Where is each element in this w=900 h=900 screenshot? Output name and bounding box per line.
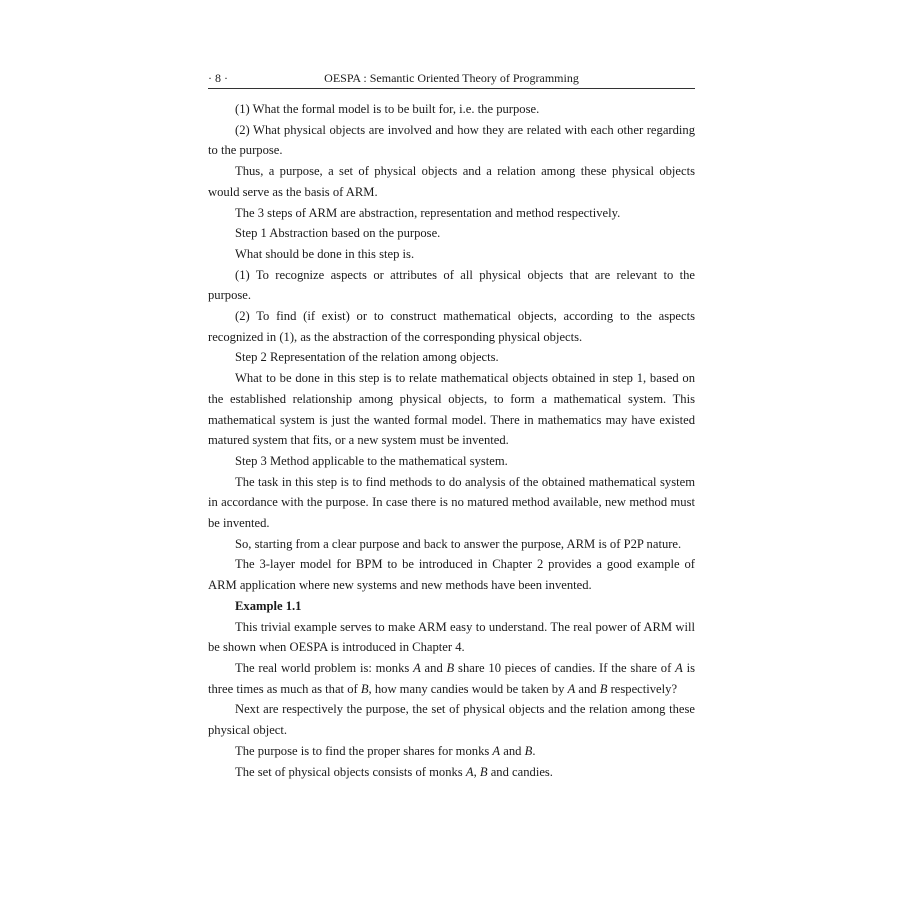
- paragraph: Step 1 Abstraction based on the purpose.: [235, 226, 441, 241]
- page-number: · 8 ·: [208, 71, 228, 85]
- running-header: [208, 66, 695, 89]
- paragraph: (2) What physical objects are involved and how they are related with each other regarding to the purpose.: [208, 122, 695, 158]
- book-page: [208, 66, 695, 782]
- paragraph: Step 2 Representation of the relation among objects.: [235, 350, 499, 365]
- example-next: Next are respectively the purpose, the set of physical objects and the relation among these physical object.: [208, 702, 695, 738]
- paragraph: The 3-layer model for BPM to be introduced in Chapter 2 provides a good example of ARM application where new systems and new methods have been invented.: [208, 557, 695, 593]
- body-text: [208, 89, 695, 782]
- paragraph: (2) To find (if exist) or to construct mathematical objects, according to the aspects recognized in (1), as the abstraction of the corresponding physical objects.: [208, 309, 695, 344]
- paragraph: So, starting from a clear purpose and back to answer the purpose, ARM is of P2P nature.: [235, 536, 682, 551]
- paragraph: Thus, a purpose, a set of physical objects and a relation among these physical objects would serve as the basis of ARM.: [208, 164, 695, 199]
- example-heading: Example 1.1: [235, 598, 302, 613]
- paragraph: The task in this step is to find methods to do analysis of the obtained mathematical system in accordance with the purpose. In case there is no matured method available, new method must be invented.: [208, 474, 695, 531]
- example-intro: This trivial example serves to make ARM easy to understand. The real power of ARM will be shown when OESPA is introduced in Chapter 4.: [208, 619, 695, 655]
- example-objects: The set of physical objects consists of monks A, B and candies.: [235, 764, 553, 779]
- paragraph: The 3 steps of ARM are abstraction, representation and method respectively.: [235, 205, 621, 220]
- example-problem: The real world problem is: monks A and B share 10 pieces of candies. If the share of A is three times as much as that of B, how many candies would be taken by A and B respectively?: [208, 660, 695, 696]
- paragraph: (1) To recognize aspects or attributes of all physical objects that are relevant to the purpose.: [208, 267, 695, 303]
- paragraph: (1) What the formal model is to be built for, i.e. the purpose.: [235, 102, 540, 116]
- example-purpose: The purpose is to find the proper shares for monks A and B.: [235, 743, 536, 758]
- running-title: OESPA : Semantic Oriented Theory of Programming: [324, 71, 579, 85]
- paragraph: Step 3 Method applicable to the mathematical system.: [235, 453, 508, 468]
- paragraph: What to be done in this step is to relate mathematical objects obtained in step 1, based on the established relationship among physical objects, to form a mathematical system. This mathematical system is just the wanted formal model. There in mathematics may have existed matured system that fits, or a new system must be invented.: [208, 371, 695, 448]
- paragraph: What should be done in this step is.: [235, 246, 415, 261]
